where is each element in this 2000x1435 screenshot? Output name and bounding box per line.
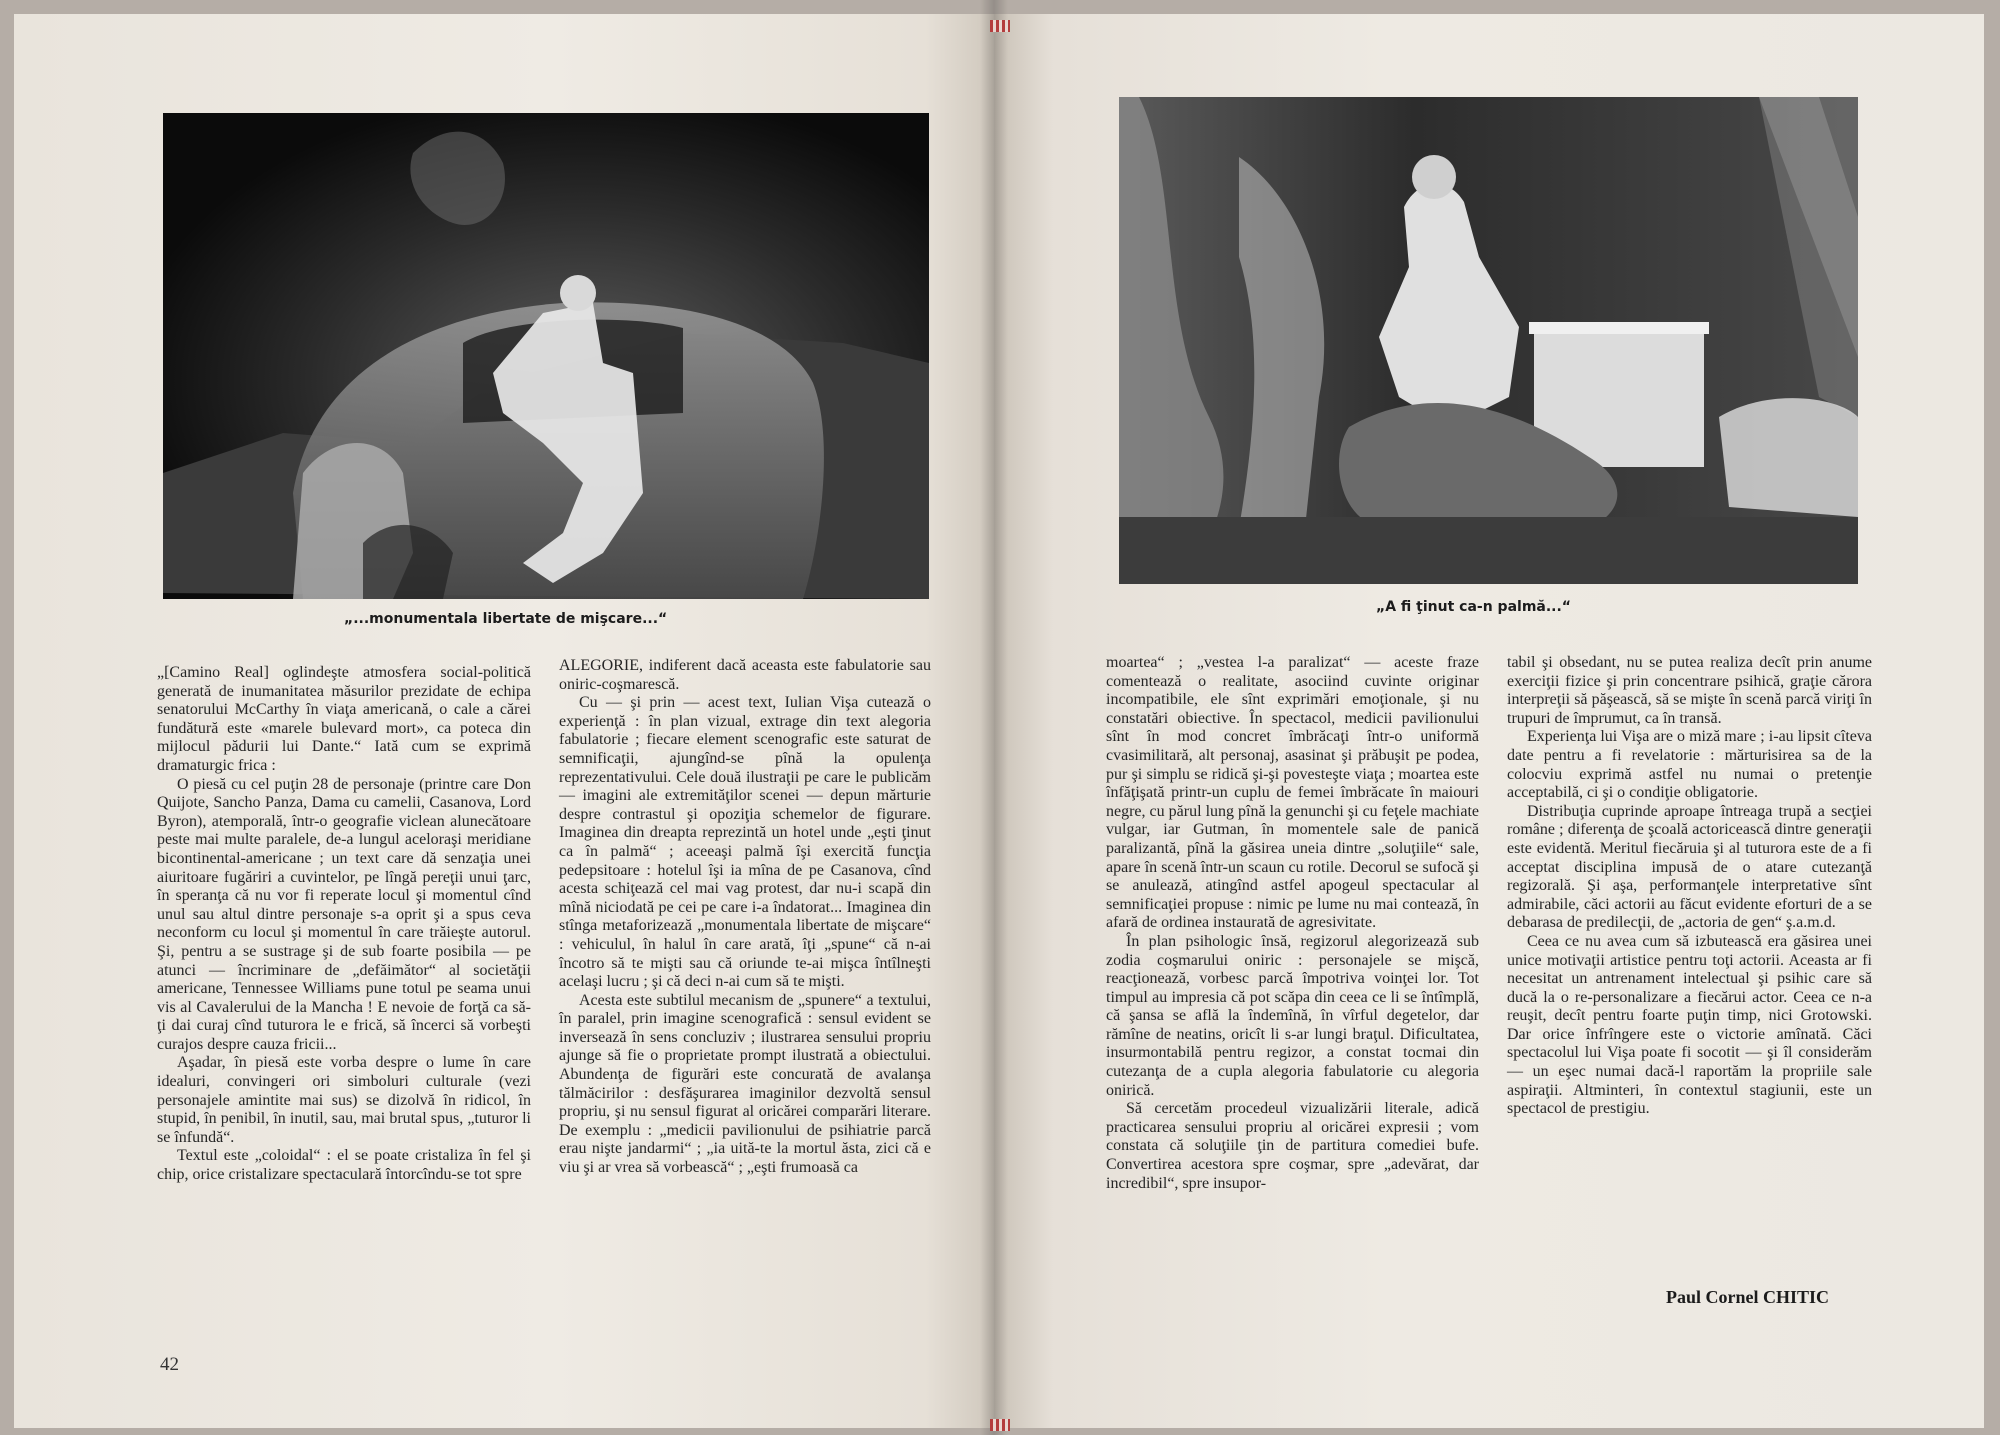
right-photo-caption: „A fi ţinut ca-n palmă...“ <box>1376 599 1572 615</box>
spine-binding-top <box>990 20 1010 32</box>
photo-hotel-scene <box>1119 97 1858 584</box>
paragraph: moartea“ ; „vestea l-a paralizat“ — aceste fraze comentează o realitate, asociind cuvinte originar incompatibile, ele sînt exprimări emoţionale, şi nu constatări obiective. În spectacol, medicii pavilionului sînt în mod concret îmbrăcaţi într-o uniformă cvasimilitară, alt personaj, asasinat şi prăbuşit pe podea, pur şi simplu se ridică şi-şi povesteşte viaţa ; moartea este înfăţişată printr-un cuplu de femei îmbrăcate în maiouri negre, cu părul lung pînă la genunchi şi cu feţele machiate vulgar, iar Gutman, în momentele sale de panică paralizantă, pînă la găsirea uneia dintre „soluţiile“ sale, apare în scenă într-un scaun cu rotile. Decorul se sufocă şi se anulează, atingînd astfel apogeul spectacular al semnificaţiei propuse : nimic pe lume nu mai contează, în afară de ordinea instaurată de agresivitate. <box>1106 654 1479 932</box>
paragraph: Textul este „coloidal“ : el se poate cristaliza în fel şi chip, orice cristalizare spectaculară întorcîndu-se tot spre <box>157 1147 531 1184</box>
left-column-2 <box>559 657 931 1178</box>
paragraph: Distribuţia cuprinde aproape întreaga trupă a secţiei române ; diferenţa de şcoală actoricească dintre generaţii este evidentă. Meritul fiecăruia şi al tuturora este de a fi acceptat disciplina impusă de o atare cutezanţă regizorală. Şi aşa, performanţele interpretative sînt admirabile, căci actorii au făcut evidente eforturi de a se debarasa de predilecţii, de „actoria de gen“ ş.a.m.d. <box>1507 802 1872 932</box>
right-column-1 <box>1106 654 1479 1193</box>
paragraph: ALEGORIE, indiferent dacă aceasta este fabulatorie sau oniric-coşmarescă. <box>559 657 931 693</box>
paragraph: Aşadar, în piesă este vorba despre o lume în care idealuri, convingeri ori simboluri culturale (vezi personajele amintite mai sus) se dizolvă în ridicol, în stupid, în penibil, în inutil, sau, mai brutal spus, „tuturor li se înfundă“. <box>157 1054 531 1146</box>
left-column-1 <box>157 664 531 1185</box>
paragraph: Ceea ce nu avea cum să izbutească era găsirea unei unice motivaţii artistice pentru toţi actorii. Aceasta ar fi necesitat un antrenament intelectual şi psihic care să ducă la o re-personalizare a fiecărui actor. Ceea ce n-a reuşit, decît pentru foarte puţin timp, nici Grotowski. Dar orice înfrîngere este o victorie amînată. Căci spectacolul lui Vişa poate fi socotit — şi îl considerăm — un eşec numai dacă-l raportăm la propriile sale aspiraţii. Altminteri, în contextul stagiunii, este un spectacol de prestigiu. <box>1507 932 1872 1118</box>
page-number: 42 <box>160 1354 179 1375</box>
paragraph: Acesta este subtilul mecanism de „spunere“ a textului, în paralel, prin imagine scenografică : sensul evident se inversează în sens concluziv ; ilustrarea sensului propriu ajunge să fie o proprietate prompt ilustrată a obiectului. Abundenţa de figurări este concurată de avalanşa tălmăcirilor : desfăşurarea imaginilor dezvoltă sensul propriu, şi nu sensul figurat al oricărei comparări literare. De exemplu : „medicii pavilionului de psihiatrie parcă erau nişte jandarmi“ ; „ia uită-te la mortul ăsta, zici că e viu şi ar vrea să vorbească“ ; „eşti frumoasă ca <box>559 991 931 1177</box>
book-gutter <box>980 0 1008 1435</box>
left-photo-caption: „...monumentala libertate de mişcare...“ <box>344 611 668 627</box>
photo-car-scene-image <box>163 113 929 599</box>
spine-binding-bottom <box>990 1419 1010 1431</box>
right-column-2 <box>1507 654 1872 1119</box>
photo-hotel-scene-image <box>1119 97 1858 584</box>
left-page <box>14 14 994 1428</box>
right-page <box>994 14 1984 1428</box>
paragraph: Să cercetăm procedeul vizualizării literale, adică practicarea sensului propriu al oricărei expresii ; vom constata că soluţiile ţin de partitura comediei bufe. Convertirea acestora spre coşmar, spre „adevărat, dar incredibil“, spre insupor- <box>1106 1100 1479 1192</box>
paragraph: Cu — şi prin — acest text, Iulian Vişa cutează o experienţă : în plan vizual, extrage din text alegoria fabulatorie ; fiecare element scenografic este saturat de semnificaţii, ajungînd-se pînă la opulenţa reprezentativului. Cele două ilustraţii pe care le publicăm — imagini ale extremităţilor scenei — depun mărturie despre contrastul şi opoziţia schemelor de figurare. Imaginea din dreapta reprezintă un hotel unde „eşti ţinut ca în palmă“ ; aceeaşi palmă îşi exercită funcţia pedepsitoare : hotelul îşi ia mîna de pe Casanova, cînd acesta schiţează cel mai vag protest, dar nu-i scapă din mînă niciodată pe cei pe care i-a îndatorat... Imaginea din stînga metaforizează „monumentala libertate de mişcare“ : vehiculul, în halul în care arată, îţi „spune“ că n-ai încotro să te mişti sau că oriunde te-ai mişca întîlneşti acelaşi lucru ; şi că deci n-ai cum să te mişti. <box>559 694 931 991</box>
photo-car-scene <box>163 113 929 599</box>
paragraph: Experienţa lui Vişa are o miză mare ; i-au lipsit cîteva date pentru a fi revelatorie : mărturisirea sa de la colocviu exprimă astfel nu numai o pretenţie acceptabilă, ci şi o condiţie obligatorie. <box>1507 728 1872 802</box>
paragraph: O piesă cu cel puţin 28 de personaje (printre care Don Quijote, Sancho Panza, Dama cu camelii, Casanova, Lord Byron), atemporală, într-o geografie viclean alunecătoare peste mai multe paralele, de-a lungul aceloraşi meridiane bicontinental-americane ; un text care dă senzaţia unei aiuritoare fugăriri a cuvintelor, pe lîngă pereţii unui ţarc, în speranţa că nu vor fi reperate locul şi momentul cînd unul sau altul dintre personaje s-a oprit şi a spus ceva neconform cu locul şi momentul în care trăieşte autorul. Şi, pentru a se sustrage şi de sub foarte posibila — pe atunci — încriminare de „defăimător“ al societăţii americane, Tennessee Williams pune totul pe seama unui vis al Cavalerului de la Mancha ! E nevoie de forţă ca să-ţi dai curaj cînd tuturora le e frică, să încerci să vorbeşti curajos despre cauza fricii... <box>157 775 531 1053</box>
paragraph: tabil şi obsedant, nu se putea realiza decît prin anume exerciţii fizice şi prin concentrare psihică, graţie cărora interpreţii să păşească, să se mişte în scenă parcă viriţi în trupuri de împrumut, ca în transă. <box>1507 654 1872 727</box>
author-signature: Paul Cornel CHITIC <box>1666 1287 1830 1307</box>
paragraph: „[Camino Real] oglindeşte atmosfera social-politică generată de inumanitatea măsurilor prezidate de echipa senatorului McCarthy în viaţa americană, o cale a cărei fundătură este «marele bulevard mort», ca poteca din mijlocul pădurii lui Dante.“ Iată cum se exprimă dramaturgic frica : <box>157 664 531 774</box>
paragraph: În plan psihologic însă, regizorul alegorizează sub zodia coşmarului oniric : personajele se mişcă, reacţionează, vorbesc parcă împotriva voinţei lor. Tot timpul au impresia că pot scăpa din ceea ce li se întîmplă, că şansa se află la îndemînă, în vîrful degetelor, dar rămîne de neatins, oricît li s-ar lungi braţul. Dificultatea, insurmontabilă pentru regizor, a constat tocmai din cutezanţa de a cupla alegoria fabulatorie cu alegoria onirică. <box>1106 932 1479 1099</box>
